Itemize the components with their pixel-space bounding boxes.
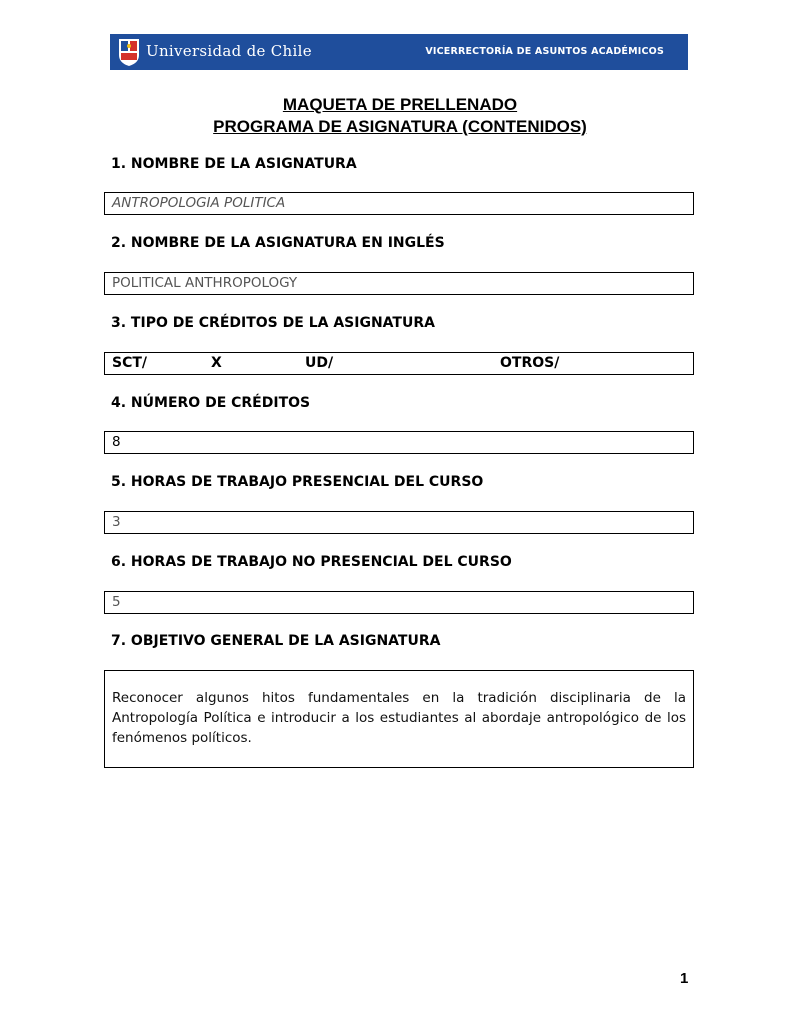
sct-label: SCT/ xyxy=(112,355,148,371)
university-crest-icon xyxy=(118,37,140,67)
sct-mark: X xyxy=(211,355,222,371)
presential-hours-field: 3 xyxy=(104,511,694,534)
section-1-label: 1. NOMBRE DE LA ASIGNATURA xyxy=(111,156,357,172)
section-7-label: 7. OBJETIVO GENERAL DE LA ASIGNATURA xyxy=(111,633,441,649)
ud-label: UD/ xyxy=(305,355,334,371)
page-number: 1 xyxy=(680,970,689,987)
section-4-label: 4. NÚMERO DE CRÉDITOS xyxy=(111,395,311,411)
general-objective-field: Reconocer algunos hitos fundamentales en la tradición disciplinaria de la Antropología Política e introducir a los estudiantes al abordaje antropológico de los fenómenos políticos. xyxy=(104,670,694,768)
credit-type-row xyxy=(104,352,694,375)
university-name: Universidad de Chile xyxy=(146,42,312,60)
course-name-english-field: POLITICAL ANTHROPOLOGY xyxy=(104,272,694,295)
vicerrectoria-label: VICERRECTORÍA DE ASUNTOS ACADÉMICOS xyxy=(425,46,664,57)
section-2-label: 2. NOMBRE DE LA ASIGNATURA EN INGLÉS xyxy=(111,235,445,251)
credits-number-field: 8 xyxy=(104,431,694,454)
document-title-line1: MAQUETA DE PRELLENADO xyxy=(282,95,518,114)
section-3-label: 3. TIPO DE CRÉDITOS DE LA ASIGNATURA xyxy=(111,315,435,331)
non-presential-hours-field: 5 xyxy=(104,591,694,614)
course-name-field: ANTROPOLOGIA POLITICA xyxy=(104,192,694,215)
document-title-line2: PROGRAMA DE ASIGNATURA (CONTENIDOS) xyxy=(213,117,587,136)
section-6-label: 6. HORAS DE TRABAJO NO PRESENCIAL DEL CURSO xyxy=(111,554,512,570)
section-5-label: 5. HORAS DE TRABAJO PRESENCIAL DEL CURSO xyxy=(111,474,484,490)
otros-label: OTROS/ xyxy=(500,355,560,371)
header-banner xyxy=(110,34,688,70)
